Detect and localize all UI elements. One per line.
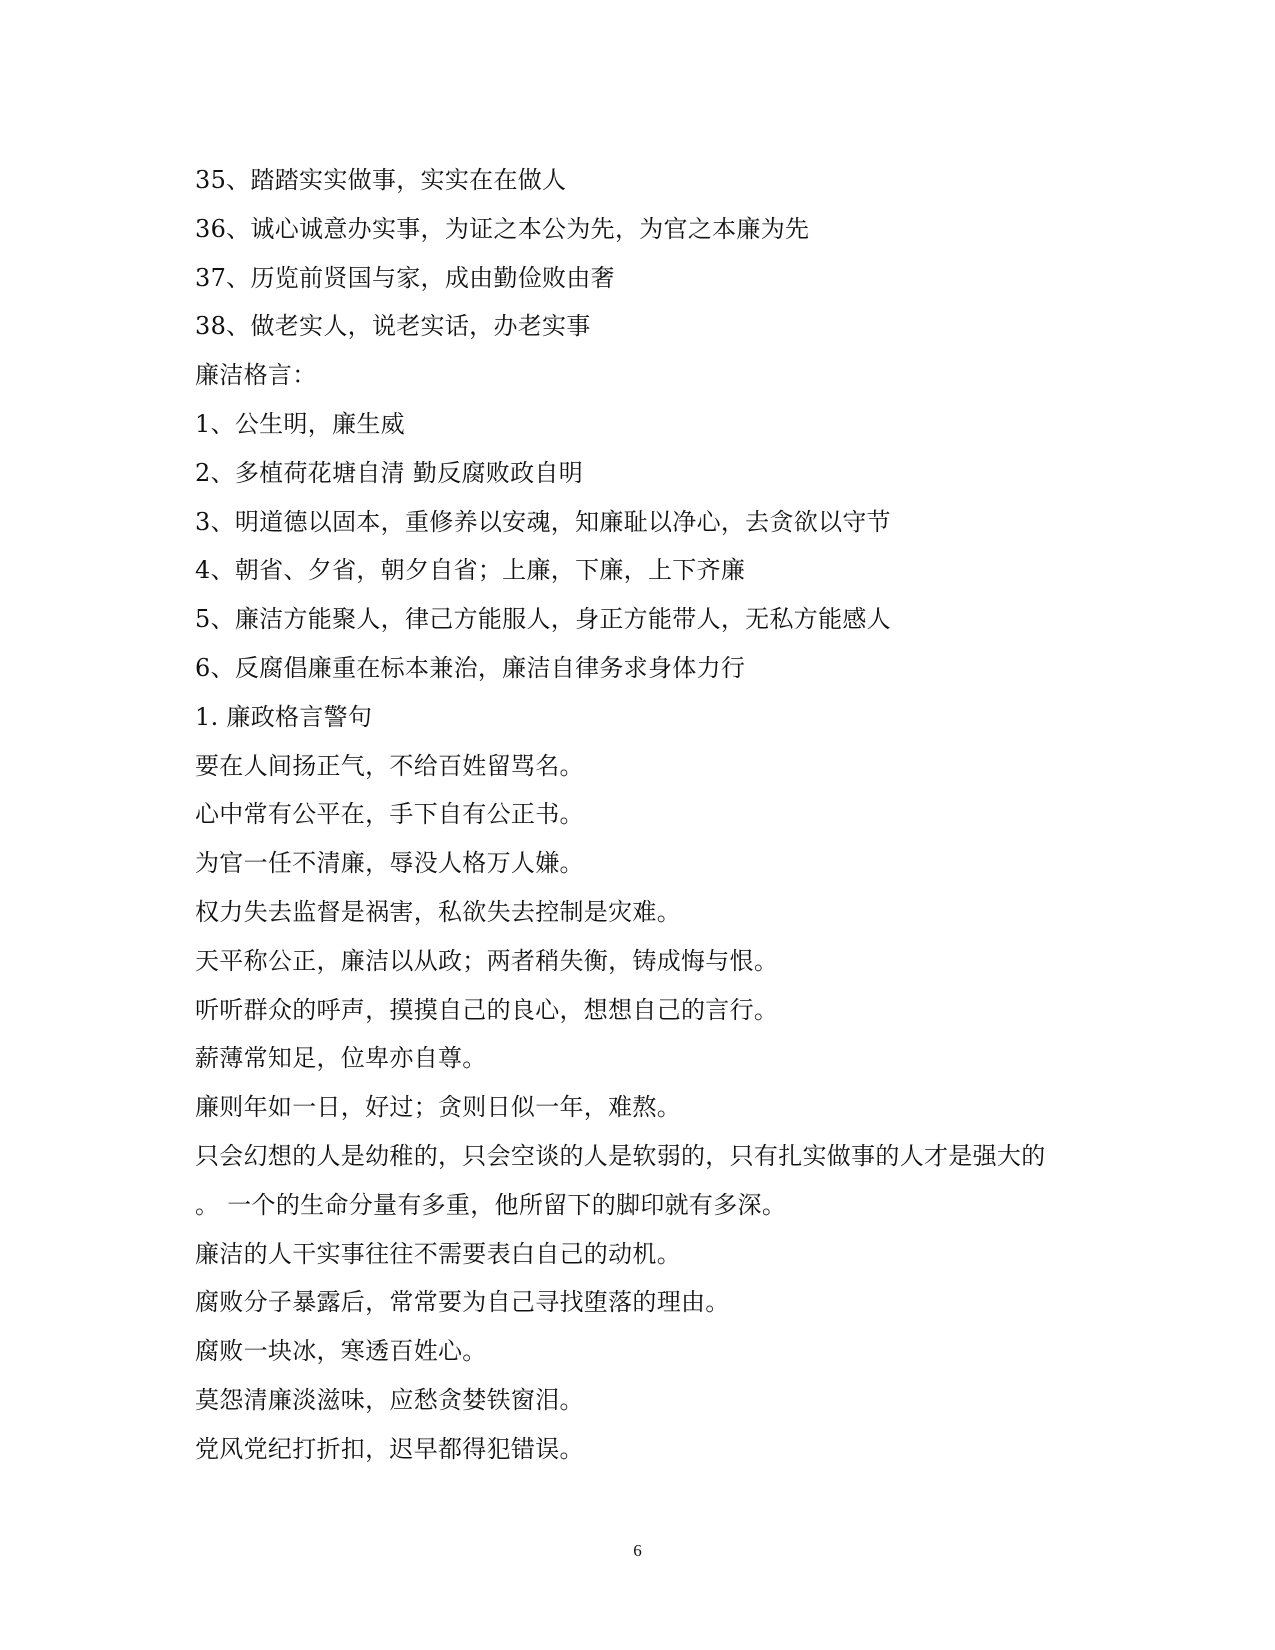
text-line: 37、历览前贤国与家，成由勤俭败由奢	[195, 263, 615, 292]
page-number: 6	[633, 1541, 642, 1560]
text-line: 薪薄常知足，位卑亦自尊。	[195, 1044, 487, 1073]
text-line: 听听群众的呼声，摸摸自己的良心，想想自己的言行。	[195, 995, 779, 1024]
text-line: 只会幻想的人是幼稚的，只会空谈的人是软弱的，只有扎实做事的人才是强大的	[195, 1141, 1046, 1170]
text-line: 为官一任不清廉，辱没人格万人嫌。	[195, 849, 584, 878]
text-line: 6、反腐倡廉重在标本兼治，廉洁自律务求身体力行	[195, 653, 746, 682]
text-line: 要在人间扬正气，不给百姓留骂名。	[195, 751, 584, 780]
text-line: 廉洁的人干实事往往不需要表白自己的动机。	[195, 1239, 681, 1268]
section-heading: 1. 廉政格言警句	[195, 702, 373, 731]
text-line: 权力失去监督是祸害，私欲失去控制是灾难。	[195, 897, 681, 926]
text-line: 党风党纪打折扣，迟早都得犯错误。	[195, 1434, 584, 1463]
text-line: 36、诚心诚意办实事，为证之本公为先，为官之本廉为先	[195, 214, 810, 243]
text-line: 1、公生明，廉生威	[195, 409, 405, 438]
text-line: 5、廉洁方能聚人，律己方能服人，身正方能带人，无私方能感人	[195, 605, 891, 634]
text-line: 2、多植荷花塘自清 勤反腐败政自明	[195, 458, 583, 487]
text-line: 心中常有公平在，手下自有公正书。	[195, 800, 584, 829]
text-line: 35、踏踏实实做事，实实在在做人	[195, 166, 567, 194]
text-line: 38、做老实人，说老实话，办老实事	[195, 312, 591, 341]
section-heading: 廉洁格言：	[195, 361, 317, 390]
text-line: 腐败一块冰，寒透百姓心。	[195, 1337, 487, 1366]
text-line: 莫怨清廉淡滋味，应愁贪婪铁窗泪。	[195, 1385, 584, 1414]
text-line: 4、朝省、夕省，朝夕自省；上廉，下廉，上下齐廉	[195, 556, 746, 585]
text-line: 。 一个的生命分量有多重，他所留下的脚印就有多深。	[195, 1190, 787, 1219]
document-body	[195, 156, 1095, 1474]
text-line: 天平称公正，廉洁以从政；两者稍失衡，铸成悔与恨。	[195, 946, 779, 975]
text-line: 3、明道德以固本，重修养以安魂，知廉耻以净心，去贪欲以守节	[195, 507, 891, 536]
text-line: 廉则年如一日，好过；贪则日似一年，难熬。	[195, 1093, 681, 1122]
text-line: 腐败分子暴露后，常常要为自己寻找堕落的理由。	[195, 1288, 730, 1317]
